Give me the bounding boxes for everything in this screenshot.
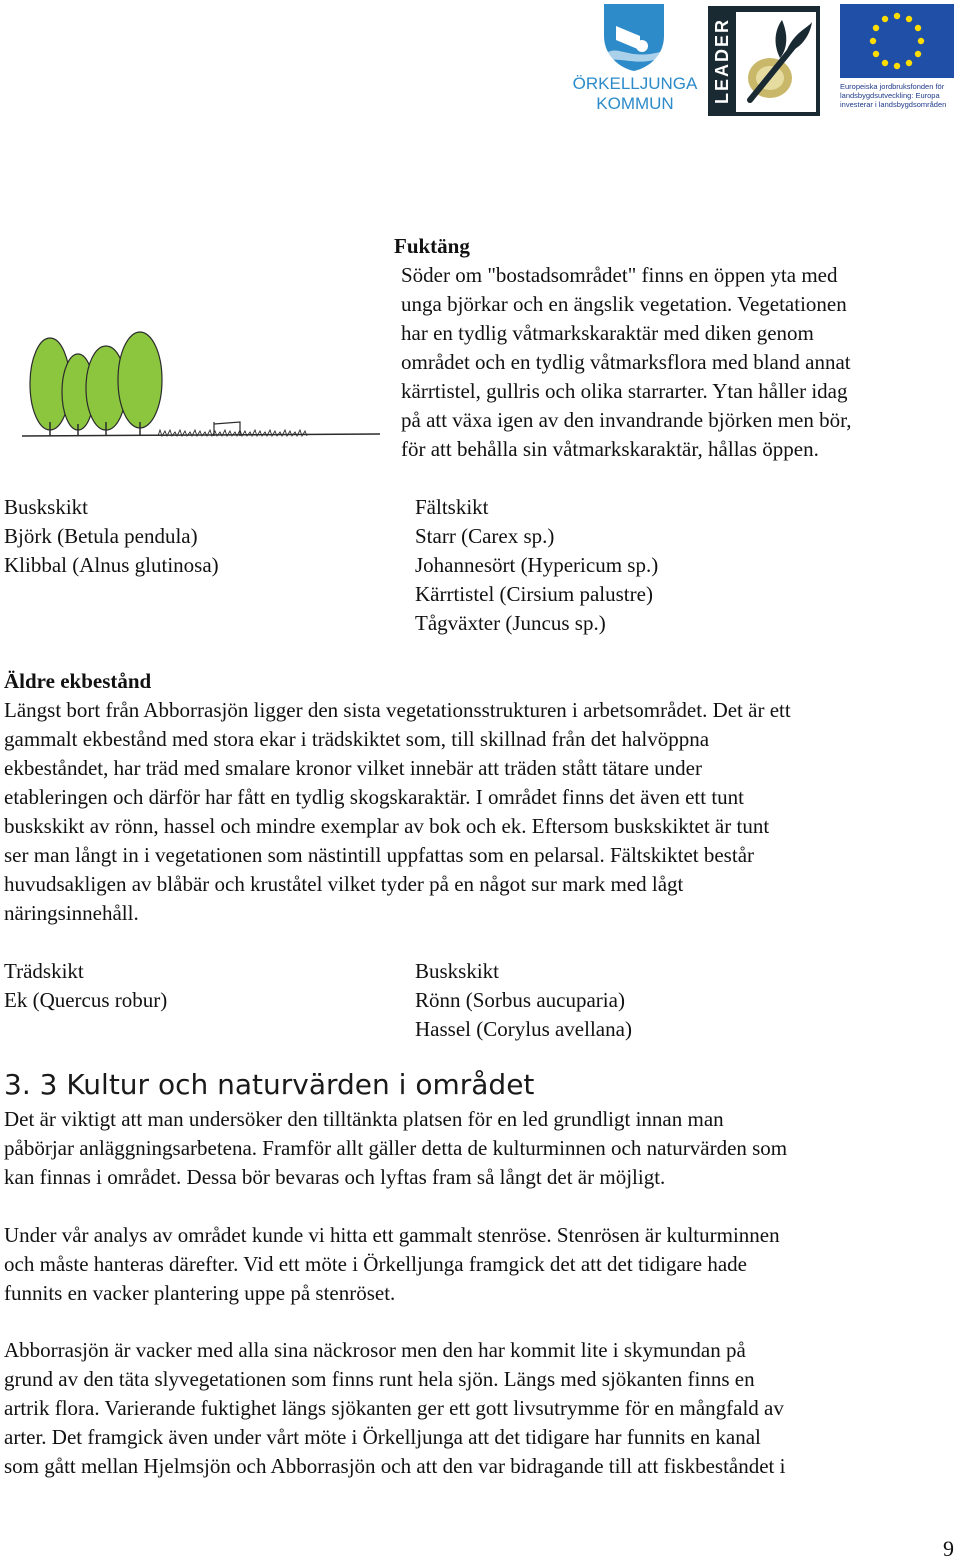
paragraph-line: buskskikt av rönn, hassel och mindre exemplar av bok och ek. Eftersom buskskiktet är tunt xyxy=(4,814,770,838)
list-item: Klibbal (Alnus glutinosa) xyxy=(4,553,219,577)
paragraph-line: huvudsakligen av blåbär och kruståtel vilket tyder på en något sur mark med lågt xyxy=(4,872,684,896)
ekbestand-section xyxy=(4,667,791,928)
paragraph-line: har en tydlig våtmarkskaraktär med diken genom xyxy=(401,321,814,345)
paragraph-line: som gått mellan Hjelmsjön och Abborrasjön och att den var bidragande till att fiskbeståndet i xyxy=(4,1454,786,1478)
paragraph-line: Det är viktigt att man undersöker den tilltänkta platsen för en led grundligt innan man xyxy=(4,1107,724,1131)
ekbestand-buskskikt-list xyxy=(415,957,632,1044)
orkelljunga-name-line2: KOMMUN xyxy=(596,94,674,113)
list-item: Kärrtistel (Cirsium palustre) xyxy=(415,582,653,606)
list-heading: Fältskikt xyxy=(415,495,489,519)
paragraph-line: artrik flora. Varierande fuktighet längs sjökanten ger ett gott livsutrymme för en mångfald av xyxy=(4,1396,784,1420)
orkelljunga-crest-icon xyxy=(600,2,668,72)
orkelljunga-kommun-logo xyxy=(572,2,698,116)
paragraph-line: unga björkar och en ängslik vegetation. Vegetationen xyxy=(401,292,847,316)
paragraph-line: gammalt ekbestånd med stora ekar i trädskiktet som, till skillnad från det halvöppna xyxy=(4,727,710,751)
list-item: Tågväxter (Juncus sp.) xyxy=(415,611,606,635)
eu-caption-line: landsbygdsutveckling: Europa xyxy=(840,91,940,100)
paragraph-line: arter. Det framgick även under vårt möte i Örkelljunga att det tidigare har funnits en kanal xyxy=(4,1425,761,1449)
paragraph-line: etableringen och därför har fått en tydlig skogskaraktär. I området finns det även ett tunt xyxy=(4,785,744,809)
paragraph-line: Under vår analys av området kunde vi hitta ett gammalt stenröse. Stenrösen är kulturminnen xyxy=(4,1223,780,1247)
page-number: 9 xyxy=(943,1536,954,1561)
kultur-paragraph-3 xyxy=(4,1336,785,1481)
paragraph-line: kärrtistel, gullris och olika starrarter. Ytan håller idag xyxy=(401,379,848,403)
paragraph-line: på att växa igen av den invandrande björken men bör, xyxy=(401,408,852,432)
eu-caption-line: investerar i landsbygdsområden xyxy=(840,100,947,109)
kultur-paragraph-2 xyxy=(4,1221,780,1308)
paragraph-line: området och en tydlig våtmarksflora med bland annat xyxy=(401,350,851,374)
fuktang-heading: Fuktäng xyxy=(394,234,470,258)
paragraph-line: grund av den täta slyvegetationen som finns runt hela sjön. Längs med sjökanten finns en xyxy=(4,1367,755,1391)
eu-flag xyxy=(840,4,954,78)
leader-wordmark: LEADER xyxy=(712,18,732,105)
paragraph-line: kan finnas i området. Dessa bör bevaras och lyftas fram så långt det är möjligt. xyxy=(4,1165,666,1189)
list-item: Björk (Betula pendula) xyxy=(4,524,198,548)
list-item: Rönn (Sorbus aucuparia) xyxy=(415,988,625,1012)
list-item: Ek (Quercus robur) xyxy=(4,988,168,1012)
paragraph-line: näringsinnehåll. xyxy=(4,901,139,925)
eu-stars-icon xyxy=(840,4,954,78)
fuktang-paragraph xyxy=(401,261,852,464)
paragraph-line: ser man långt in i vegetationen som nästintill uppfattas som en pelarsal. Fältskiktet består xyxy=(4,843,755,867)
paragraph-line: Längst bort från Abborrasjön ligger den sista vegetationsstrukturen i arbetsområdet. Det är ett xyxy=(4,698,791,722)
paragraph-line: Söder om "bostadsområdet" finns en öppen yta med xyxy=(401,263,838,287)
paragraph-line: för att behålla sin våtmarkskaraktär, hållas öppen. xyxy=(401,437,819,461)
eu-caption xyxy=(840,82,958,109)
leader-logo xyxy=(708,6,820,116)
kultur-paragraph-1 xyxy=(4,1105,787,1192)
list-item: Starr (Carex sp.) xyxy=(415,524,555,548)
birch-trees-illustration xyxy=(18,322,384,462)
paragraph-line: och måste hanteras därefter. Vid ett möte i Örkelljunga framgick det att det tidigare hade xyxy=(4,1252,747,1276)
orkelljunga-name-line1: ÖRKELLJUNGA xyxy=(572,74,698,93)
paragraph-line: ekbeståndet, har träd med smalare kronor vilket innebär att träden stått tätare under xyxy=(4,756,702,780)
list-item: Hassel (Corylus avellana) xyxy=(415,1017,632,1041)
paragraph-line: funnits en vacker plantering uppe på stenröset. xyxy=(4,1281,396,1305)
ekbestand-heading: Äldre ekbestånd xyxy=(4,669,152,693)
list-heading: Buskskikt xyxy=(4,495,89,519)
eu-logo xyxy=(838,4,956,118)
section-heading-kultur: 3. 3 Kultur och naturvärden i området xyxy=(4,1068,535,1101)
eu-caption-line: Europeiska jordbruksfonden för xyxy=(840,82,945,91)
fuktang-buskskikt-list xyxy=(4,493,219,580)
leader-sprout-icon xyxy=(736,12,816,112)
fuktang-faltskikt-list xyxy=(415,493,658,638)
paragraph-line: påbörjar anläggningsarbetena. Framför allt gäller detta de kulturminnen och naturvärden som xyxy=(4,1136,788,1160)
list-item: Johannesört (Hypericum sp.) xyxy=(415,553,659,577)
paragraph-line: Abborrasjön är vacker med alla sina näckrosor men den har kommit lite i skymundan på xyxy=(4,1338,746,1362)
list-heading: Trädskikt xyxy=(4,959,84,983)
list-heading: Buskskikt xyxy=(415,959,500,983)
ekbestand-tradskikt-list xyxy=(4,957,167,1015)
